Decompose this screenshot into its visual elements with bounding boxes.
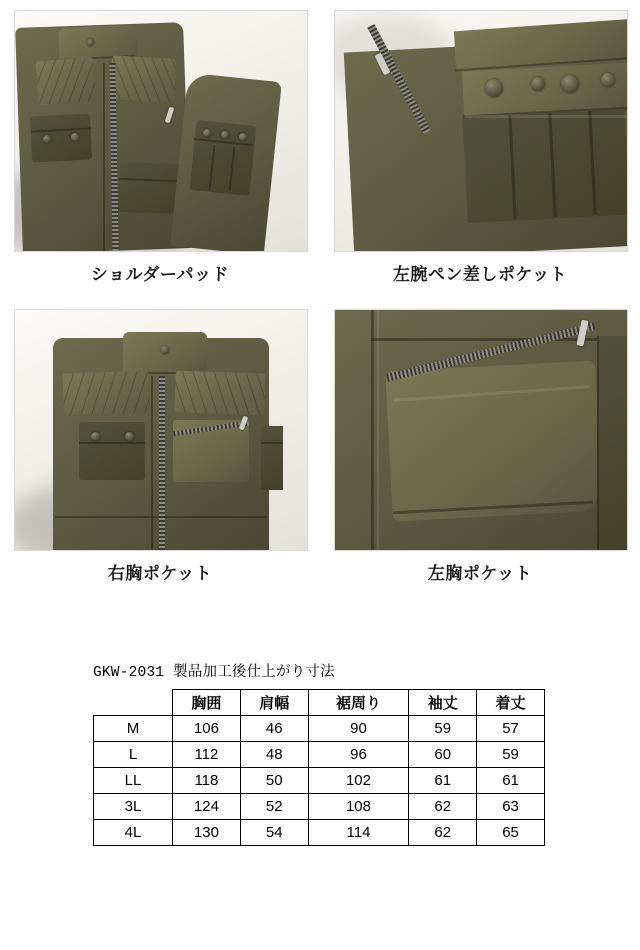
table-row — [94, 716, 545, 742]
left-chest-pocket-bag — [385, 361, 603, 522]
right-chest-pocket — [79, 422, 145, 480]
pen-pocket-snap-1 — [485, 79, 503, 97]
product-photo-right-chest-pocket[interactable] — [14, 309, 308, 551]
size-table-title: GKW-2031 製品加工後仕上がり寸法 — [93, 665, 335, 681]
front-placket-seam — [103, 63, 105, 251]
size-table-col-hem: 裾周り — [308, 690, 409, 716]
size-table-col-length: 着丈 — [477, 690, 545, 716]
cell-l-length: 59 — [477, 742, 545, 768]
yoke-seam — [371, 338, 627, 341]
cell-ll-bust: 118 — [173, 768, 241, 794]
photo-row — [0, 299, 640, 598]
pen-pocket-grommet-1 — [531, 77, 545, 91]
sleeve-pocket-button-3 — [239, 133, 247, 141]
size-table-head — [94, 690, 545, 716]
pen-pocket-body — [462, 109, 628, 223]
cell-l-sleeve: 60 — [409, 742, 477, 768]
chest-pocket-right — [118, 162, 182, 214]
photo-caption-left-chest-pocket: 左胸ポケット — [427, 564, 533, 583]
cell-4l-hem: 114 — [308, 820, 409, 846]
product-photo-left-chest-pocket[interactable] — [334, 309, 628, 551]
cell-m-shoulder: 46 — [240, 716, 308, 742]
sleeve-pen-pocket-seam — [261, 442, 283, 444]
pocket-button-left-1 — [43, 135, 51, 143]
sleeve-pocket-button-1 — [203, 129, 211, 137]
right-chest-pocket-button-1 — [91, 432, 100, 441]
photo-cell-shoulder-pad — [0, 0, 320, 299]
cell-3l-shoulder: 52 — [240, 794, 308, 820]
size-table-body — [94, 716, 545, 846]
jacket-collar — [123, 332, 207, 376]
size-label-ll: LL — [94, 768, 173, 794]
product-photo-left-arm-pen-pocket[interactable] — [334, 10, 628, 252]
size-label-4l: 4L — [94, 820, 173, 846]
photo-caption-right-chest-pocket: 右胸ポケット — [107, 564, 213, 583]
cell-4l-sleeve: 62 — [409, 820, 477, 846]
front-zipper — [159, 376, 165, 550]
table-row — [94, 742, 545, 768]
right-chest-pocket-flap-seam — [79, 442, 145, 444]
cell-l-bust: 112 — [173, 742, 241, 768]
cell-ll-hem: 102 — [308, 768, 409, 794]
photo-caption-shoulder-pad: ショルダーパッド — [90, 265, 230, 284]
cell-m-bust: 106 — [173, 716, 241, 742]
size-table-header-row — [94, 690, 545, 716]
size-label-3l: 3L — [94, 794, 173, 820]
size-table-col-bust: 胸囲 — [173, 690, 241, 716]
front-placket-seam — [151, 376, 153, 550]
cell-l-hem: 96 — [308, 742, 409, 768]
cell-3l-hem: 108 — [308, 794, 409, 820]
size-table — [93, 689, 545, 846]
table-row — [94, 768, 545, 794]
photo-cell-left-chest-pocket — [320, 299, 640, 598]
placket-highlight — [377, 310, 379, 550]
size-table-col-shoulder: 肩幅 — [240, 690, 308, 716]
size-label-l: L — [94, 742, 173, 768]
right-chest-pocket-button-2 — [125, 432, 134, 441]
shoulder-quilting-left — [62, 371, 149, 416]
photo-cell-left-arm-pen-pocket — [320, 0, 640, 299]
sleeve-fragment-seam — [597, 336, 599, 550]
sleeve-fragment — [597, 336, 627, 550]
cell-m-length: 57 — [477, 716, 545, 742]
collar-button — [87, 39, 94, 46]
cell-3l-bust: 124 — [173, 794, 241, 820]
cell-4l-bust: 130 — [173, 820, 241, 846]
cell-m-sleeve: 59 — [409, 716, 477, 742]
pen-pocket-snap-2 — [561, 75, 579, 93]
shoulder-pad-quilting-left — [35, 57, 97, 106]
cell-m-hem: 90 — [308, 716, 409, 742]
size-table-corner-cell — [94, 690, 173, 716]
cell-ll-sleeve: 61 — [409, 768, 477, 794]
cell-4l-length: 65 — [477, 820, 545, 846]
photo-row — [0, 0, 640, 299]
sleeve-pen-pocket — [261, 426, 283, 490]
pocket-button-left-2 — [71, 133, 79, 141]
collar-button — [161, 346, 169, 354]
cell-ll-shoulder: 50 — [240, 768, 308, 794]
placket-seam — [371, 310, 374, 550]
cell-4l-shoulder: 54 — [240, 820, 308, 846]
cell-3l-length: 63 — [477, 794, 545, 820]
pen-pocket-grommet-2 — [601, 73, 615, 87]
hem-seam — [55, 516, 267, 518]
shoulder-pad-quilting-right — [110, 55, 176, 102]
product-photo-shoulder-pad[interactable] — [14, 10, 308, 252]
chest-pocket-left — [30, 113, 92, 162]
size-table-block — [0, 660, 640, 846]
cell-l-shoulder: 48 — [240, 742, 308, 768]
size-table-col-sleeve: 袖丈 — [409, 690, 477, 716]
photo-caption-left-arm-pen-pocket: 左腕ペン差しポケット — [392, 265, 568, 284]
photo-cell-right-chest-pocket — [0, 299, 320, 598]
size-label-m: M — [94, 716, 173, 742]
pen-pocket-highlight — [465, 115, 627, 118]
sleeve-pocket-button-2 — [221, 131, 229, 139]
table-row — [94, 820, 545, 846]
cell-3l-sleeve: 62 — [409, 794, 477, 820]
table-row — [94, 794, 545, 820]
cell-ll-length: 61 — [477, 768, 545, 794]
shoulder-quilting-right — [174, 370, 265, 415]
